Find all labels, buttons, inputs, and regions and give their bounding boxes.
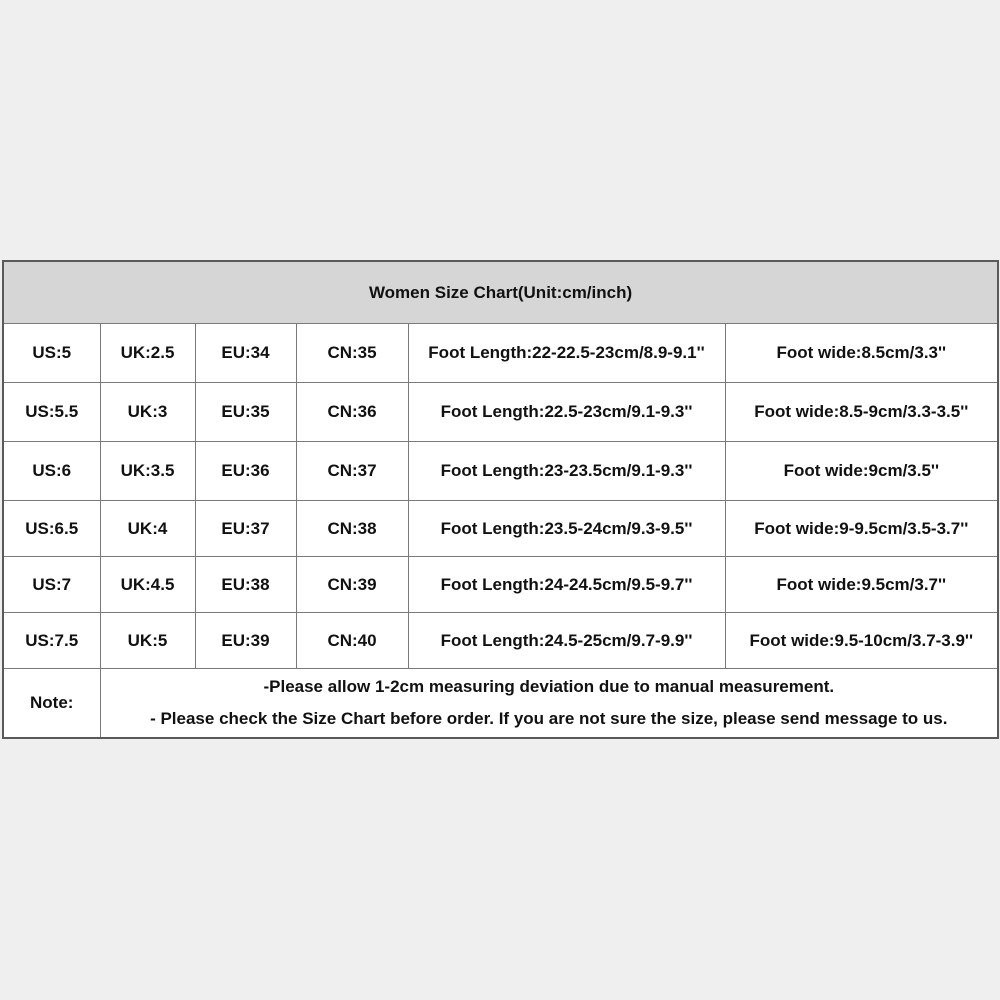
eu-size-cell: EU:35	[195, 383, 296, 442]
foot-wide-cell: Foot wide:9.5-10cm/3.7-3.9''	[725, 613, 998, 669]
eu-size-cell: EU:36	[195, 442, 296, 501]
uk-size-cell: UK:4	[100, 501, 195, 557]
cn-size-cell: CN:40	[296, 613, 408, 669]
chart-title: Women Size Chart(Unit:cm/inch)	[3, 261, 998, 324]
cn-size-cell: CN:39	[296, 557, 408, 613]
cn-size-cell: CN:35	[296, 324, 408, 383]
foot-wide-cell: Foot wide:9-9.5cm/3.5-3.7''	[725, 501, 998, 557]
eu-size-cell: EU:39	[195, 613, 296, 669]
foot-length-cell: Foot Length:22-22.5-23cm/8.9-9.1''	[408, 324, 725, 383]
us-size-cell: US:6	[3, 442, 100, 501]
foot-wide-cell: Foot wide:9.5cm/3.7''	[725, 557, 998, 613]
foot-length-cell: Foot Length:22.5-23cm/9.1-9.3''	[408, 383, 725, 442]
eu-size-cell: EU:38	[195, 557, 296, 613]
us-size-cell: US:5.5	[3, 383, 100, 442]
uk-size-cell: UK:3.5	[100, 442, 195, 501]
note-content	[100, 669, 998, 739]
table-row	[3, 501, 998, 557]
us-size-cell: US:7	[3, 557, 100, 613]
table-row	[3, 613, 998, 669]
uk-size-cell: UK:2.5	[100, 324, 195, 383]
table-row	[3, 324, 998, 383]
note-label: Note:	[3, 669, 100, 739]
note-line-measurement: -Please allow 1-2cm measuring deviation due to manual measurement.	[263, 677, 835, 696]
foot-wide-cell: Foot wide:8.5-9cm/3.3-3.5''	[725, 383, 998, 442]
table-row	[3, 442, 998, 501]
us-size-cell: US:6.5	[3, 501, 100, 557]
table-row	[3, 383, 998, 442]
foot-wide-cell: Foot wide:9cm/3.5''	[725, 442, 998, 501]
cn-size-cell: CN:38	[296, 501, 408, 557]
cn-size-cell: CN:37	[296, 442, 408, 501]
table-row	[3, 557, 998, 613]
foot-length-cell: Foot Length:23.5-24cm/9.3-9.5''	[408, 501, 725, 557]
foot-length-cell: Foot Length:24-24.5cm/9.5-9.7''	[408, 557, 725, 613]
uk-size-cell: UK:4.5	[100, 557, 195, 613]
cn-size-cell: CN:36	[296, 383, 408, 442]
foot-length-cell: Foot Length:23-23.5cm/9.1-9.3''	[408, 442, 725, 501]
foot-length-cell: Foot Length:24.5-25cm/9.7-9.9''	[408, 613, 725, 669]
title-row	[3, 261, 998, 324]
us-size-cell: US:7.5	[3, 613, 100, 669]
eu-size-cell: EU:34	[195, 324, 296, 383]
uk-size-cell: UK:5	[100, 613, 195, 669]
eu-size-cell: EU:37	[195, 501, 296, 557]
foot-wide-cell: Foot wide:8.5cm/3.3''	[725, 324, 998, 383]
note-line-check-size: - Please check the Size Chart before order. If you are not sure the size, please send message to us.	[150, 709, 948, 728]
us-size-cell: US:5	[3, 324, 100, 383]
size-chart-table	[2, 260, 999, 739]
note-row	[3, 669, 998, 739]
uk-size-cell: UK:3	[100, 383, 195, 442]
